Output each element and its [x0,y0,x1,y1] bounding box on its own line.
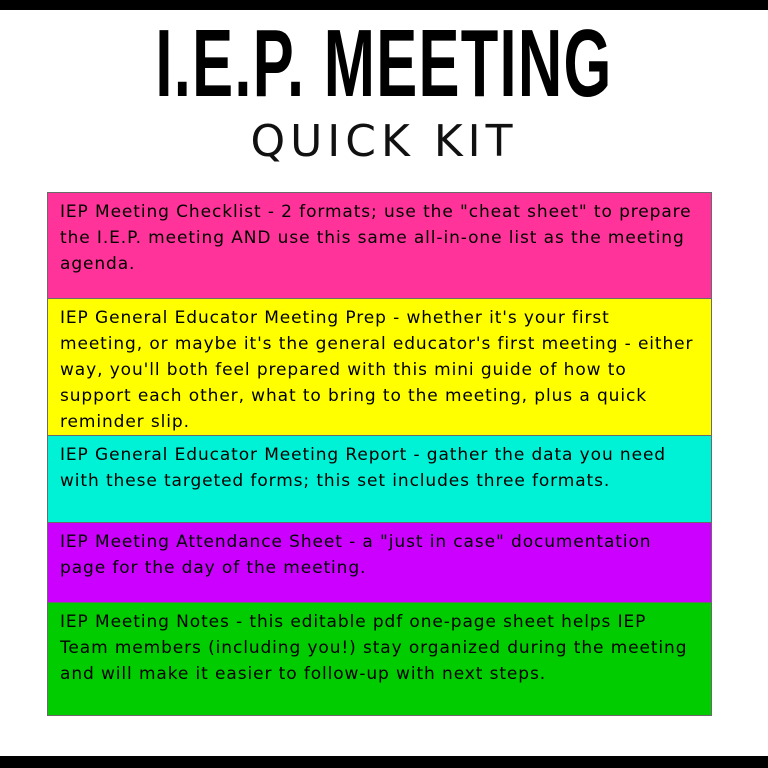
kit-item-text: IEP Meeting Attendance Sheet - a "just in case" documentation page for the day of the meeting. [60,532,652,578]
kit-item-text: IEP General Educator Meeting Prep - whether it's your first meeting, or maybe it's the general educator's first meeting - either way, you'll both feel prepared with this mini guide of how to support each other, what to bring to the meeting, plus a quick reminder slip. [60,308,694,432]
page-subtitle: QUICK KIT [250,116,518,167]
bottom-border-bar [0,756,768,768]
kit-item-row [48,436,711,523]
kit-contents-table [47,192,712,716]
top-border-bar [0,0,768,10]
kit-item-row [48,523,711,603]
kit-item-text: IEP Meeting Checklist - 2 formats; use the "cheat sheet" to prepare the I.E.P. meeting AND use this same all-in-one list as the meeting agenda. [60,202,692,274]
kit-item-text: IEP Meeting Notes - this editable pdf one-page sheet helps IEP Team members (including you!) stay organized during the meeting and will make it easier to follow-up with next steps. [60,612,688,684]
kit-item-row [48,193,711,299]
page-title: I.E.P. MEETING [155,10,613,117]
kit-item-row [48,603,711,715]
kit-item-text: IEP General Educator Meeting Report - gather the data you need with these targeted forms; this set includes three formats. [60,445,667,491]
kit-item-row [48,299,711,436]
